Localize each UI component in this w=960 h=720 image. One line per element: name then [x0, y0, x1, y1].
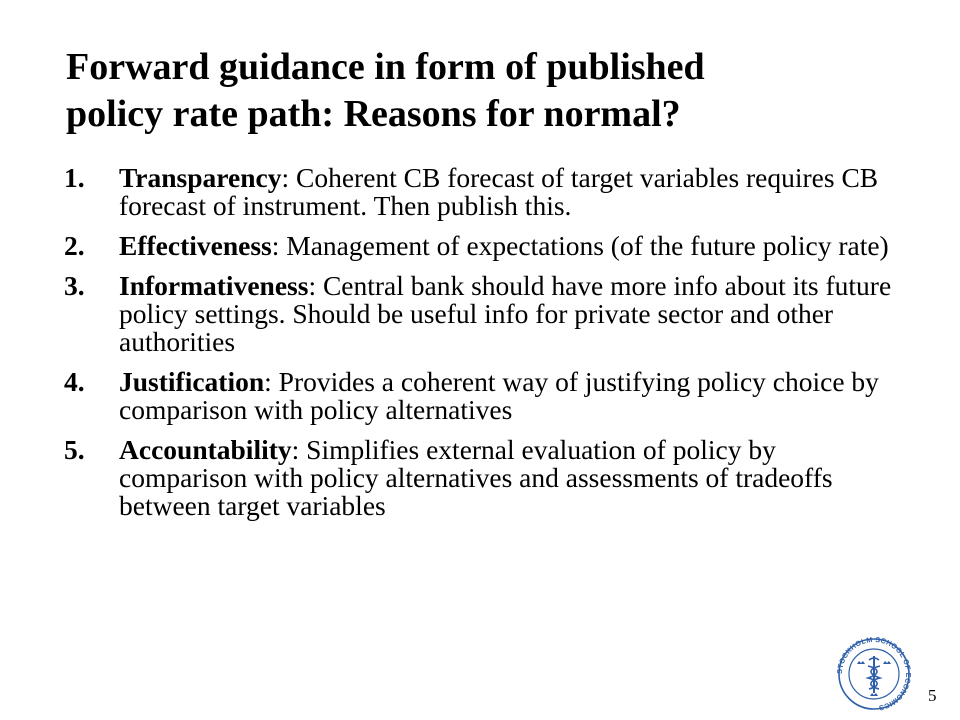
list-item-informativeness	[64, 272, 904, 356]
item-text: : Management of expectations (of the future policy rate)	[271, 230, 889, 261]
title-line-1: Forward guidance in form of published	[66, 46, 705, 88]
item-number: 5.	[64, 434, 85, 465]
item-term: Justification	[119, 366, 265, 397]
slide-title	[66, 44, 886, 138]
list-item-justification	[64, 368, 904, 424]
item-number: 4.	[64, 366, 85, 397]
item-term: Effectiveness	[119, 230, 272, 261]
reasons-list	[64, 164, 904, 532]
logo-text: STOCKHOLM SCHOOL OF ECONOMICS	[834, 636, 914, 712]
list-item-effectiveness	[64, 232, 904, 260]
page-number: 5	[928, 686, 937, 705]
item-number: 3.	[64, 270, 85, 301]
item-text: : Coherent CB forecast of target variables requires CB forecast of instrument. Then publish this.	[119, 162, 879, 221]
school-logo	[828, 636, 920, 712]
item-number: 2.	[64, 230, 85, 261]
list-item-accountability	[64, 436, 904, 520]
title-line-2: policy rate path: Reasons for normal?	[66, 93, 681, 135]
item-number: 1.	[64, 162, 85, 193]
item-text: : Central bank should have more info about its future policy settings. Should be useful info for private sector and other authorities	[119, 270, 892, 357]
item-term: Transparency	[119, 162, 282, 193]
list-item-transparency	[64, 164, 904, 220]
item-text: : Provides a coherent way of justifying policy choice by comparison with policy alternatives	[119, 366, 879, 425]
item-text: : Simplifies external evaluation of policy by comparison with policy alternatives and assessments of tradeoffs between target variables	[119, 434, 833, 521]
item-term: Informativeness	[119, 270, 309, 301]
item-term: Accountability	[119, 434, 292, 465]
